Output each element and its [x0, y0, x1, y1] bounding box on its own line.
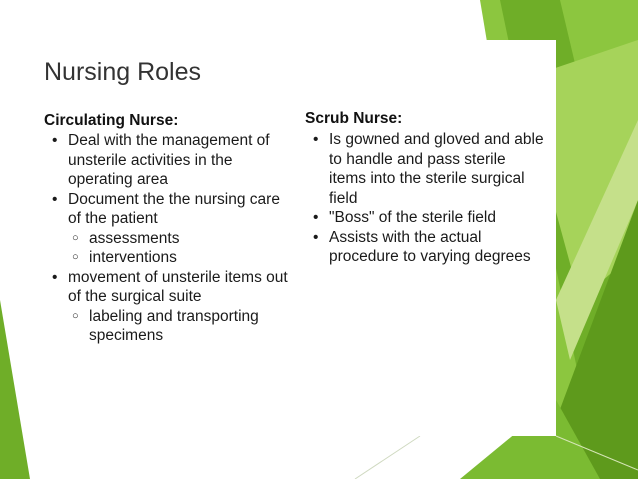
list-item: • Deal with the management of unsterile activities in the operating area [48, 131, 288, 190]
left-green-shape [0, 300, 30, 479]
sub-list-item: ○ interventions [70, 248, 288, 268]
scrub-nurse-heading: Scrub Nurse: [305, 110, 403, 127]
scrub-nurse-list [309, 130, 544, 267]
decor-line-1 [355, 436, 420, 479]
sub-list [70, 229, 288, 268]
circulating-nurse-heading: Circulating Nurse: [44, 112, 179, 129]
sub-list [70, 307, 288, 346]
list-item: • Document the the nursing care of the patient [48, 190, 288, 229]
circulating-nurse-list [48, 131, 288, 346]
sub-list-item: ○ assessments [70, 229, 288, 249]
list-item: • Is gowned and gloved and able to handle and pass sterile items into the sterile surgical field [309, 130, 544, 208]
slide-title: Nursing Roles [44, 58, 202, 86]
list-item: • movement of unsterile items out of the surgical suite [48, 268, 288, 307]
list-item: • "Boss" of the sterile field [309, 208, 544, 228]
sub-list-item: ○ labeling and transporting specimens [70, 307, 288, 346]
list-item: • Assists with the actual procedure to varying degrees [309, 228, 544, 267]
